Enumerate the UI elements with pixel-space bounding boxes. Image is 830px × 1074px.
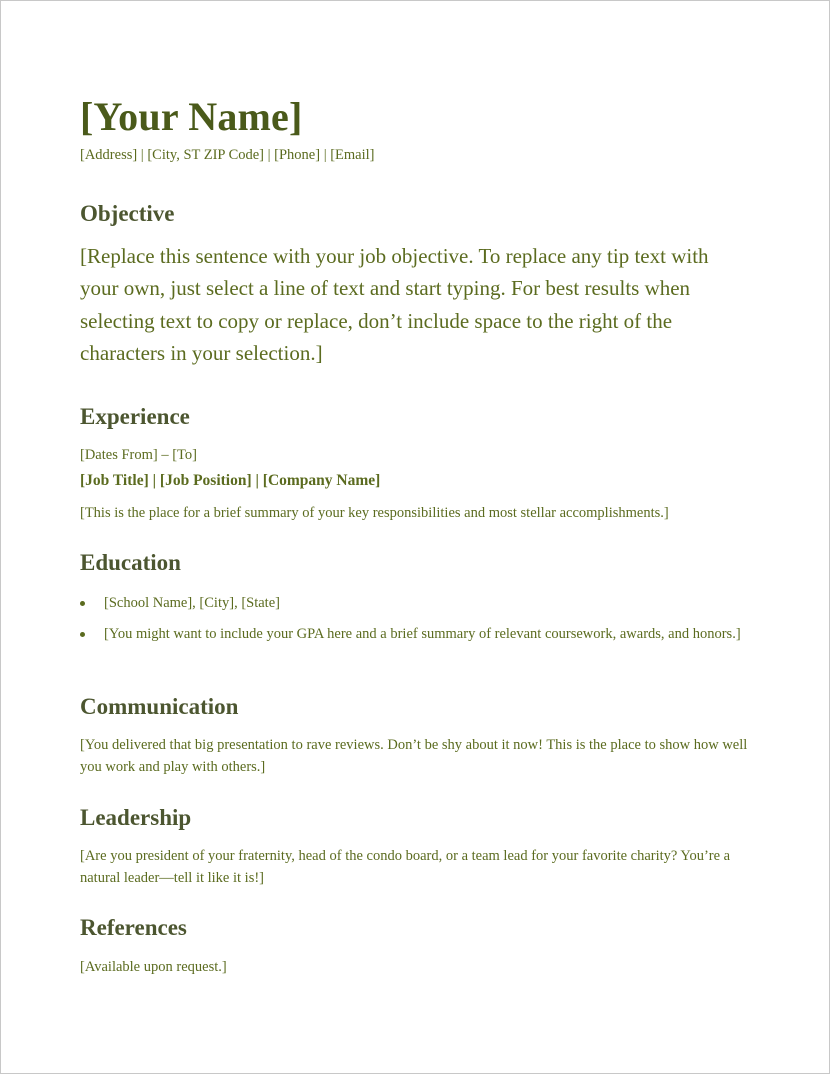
- leadership-text[interactable]: [Are you president of your fraternity, head of the condo board, or a team lead for your favorite charity? You’re a natural leader—tell it like it is!]: [80, 848, 731, 886]
- education-item-text: [School Name], [City], [State]: [104, 595, 280, 611]
- leadership-heading[interactable]: Leadership: [80, 805, 192, 830]
- education-item[interactable]: [80, 623, 760, 645]
- experience-job-line[interactable]: [Job Title] | [Job Position] | [Company Name]: [80, 472, 381, 489]
- education-list: [80, 592, 760, 654]
- communication-text[interactable]: [You delivered that big presentation to rave reviews. Don’t be shy about it now! This is the place to show how well you work and play with others.]: [80, 737, 748, 775]
- communication-heading[interactable]: Communication: [80, 694, 239, 719]
- experience-summary[interactable]: [This is the place for a brief summary of your key responsibilities and most stellar accomplishments.]: [80, 505, 669, 521]
- references-text[interactable]: [Available upon request.]: [80, 959, 227, 975]
- education-item[interactable]: [80, 592, 760, 614]
- experience-heading[interactable]: Experience: [80, 404, 190, 429]
- contact-info[interactable]: [Address] | [City, ST ZIP Code] | [Phone] | [Email]: [80, 147, 375, 163]
- objective-heading[interactable]: Objective: [80, 201, 175, 226]
- references-heading[interactable]: References: [80, 915, 187, 940]
- education-heading[interactable]: Education: [80, 550, 181, 575]
- experience-dates[interactable]: [Dates From] – [To]: [80, 447, 197, 463]
- bullet-icon: [80, 632, 85, 637]
- education-item-text: [You might want to include your GPA here and a brief summary of relevant coursework, awards, and honors.]: [104, 626, 741, 642]
- bullet-icon: [80, 601, 85, 606]
- objective-text[interactable]: [Replace this sentence with your job objective. To replace any tip text with your own, just select a line of text and start typing. For best results when selecting text to copy or replace, don’t include space to the right of the characters in your selection.]: [80, 244, 709, 365]
- applicant-name[interactable]: [Your Name]: [80, 94, 303, 139]
